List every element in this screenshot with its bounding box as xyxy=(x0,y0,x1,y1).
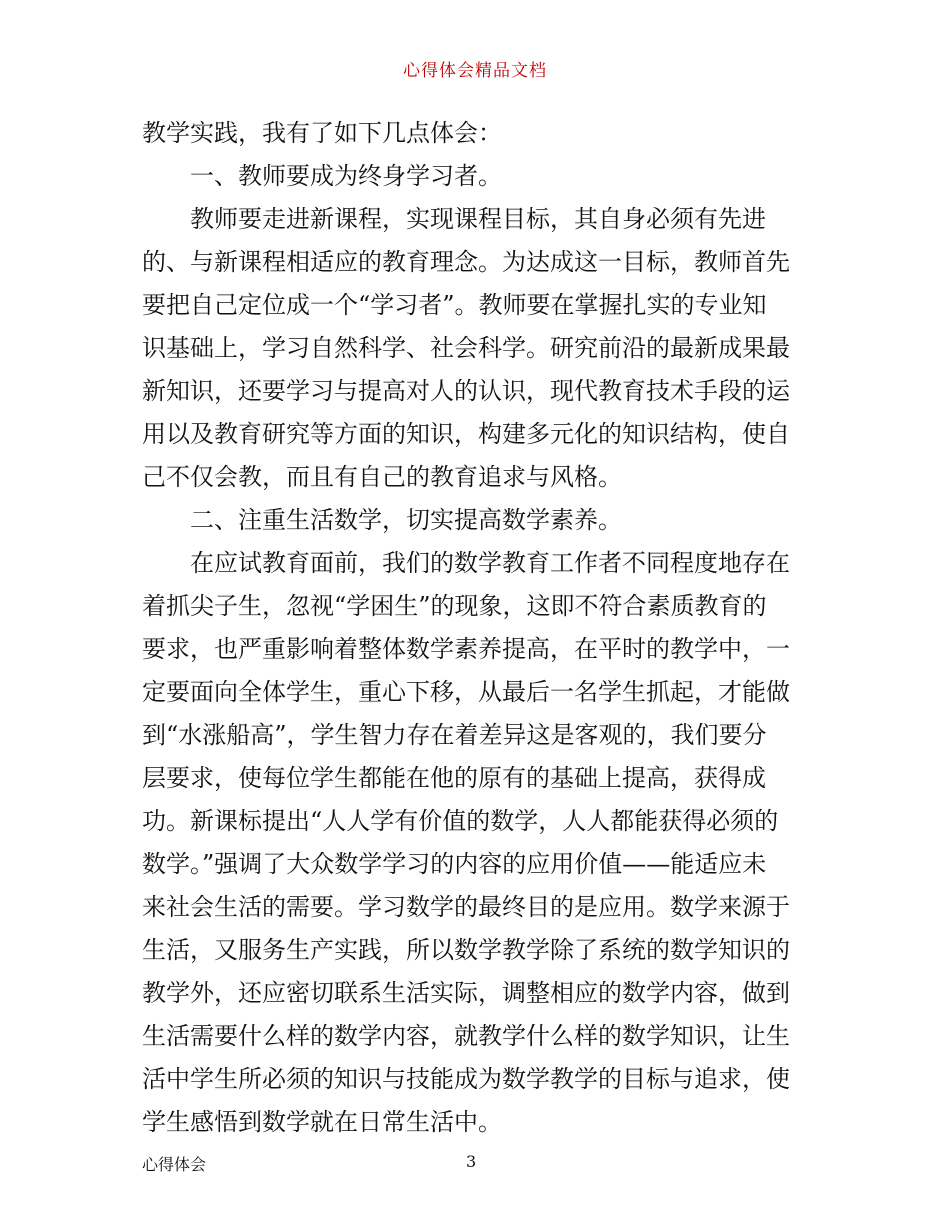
text-line: 学生感悟到数学就在日常生活中。 xyxy=(142,1108,502,1136)
text-line: 己不仅会教，而且有自己的教育追求与风格。 xyxy=(142,463,622,491)
text-line: 一、教师要成为终身学习者。 xyxy=(190,162,502,190)
text-line: 数学。”强调了大众数学学习的内容的应用价值——能适应未 xyxy=(142,850,767,878)
text-line: 着抓尖子生，忽视“学困生”的现象，这即不符合素质教育的 xyxy=(142,592,767,620)
document-body xyxy=(142,112,810,1144)
text-line: 活中学生所必须的知识与技能成为数学教学的目标与追求，使 xyxy=(142,1065,790,1093)
footer-label: 心得体会 xyxy=(142,1155,207,1174)
text-line: 要求，也严重影响着整体数学素养提高，在平时的教学中，一 xyxy=(142,635,790,663)
text-line: 教学外，还应密切联系生活实际，调整相应的数学内容，做到 xyxy=(142,979,790,1007)
text-line: 用以及教育研究等方面的知识，构建多元化的知识结构，使自 xyxy=(142,420,790,448)
text-line: 新知识，还要学习与提高对人的认识，现代教育技术手段的运 xyxy=(142,377,790,405)
text-line: 在应试教育面前，我们的数学教育工作者不同程度地存在 xyxy=(190,549,790,577)
page-number: 3 xyxy=(466,1152,477,1171)
text-line: 生活需要什么样的数学内容，就教学什么样的数学知识，让生 xyxy=(142,1022,790,1050)
text-line: 要把自己定位成一个“学习者”。教师要在掌握扎实的专业知 xyxy=(142,291,767,319)
text-line: 教师要走进新课程，实现课程目标，其自身必须有先进 xyxy=(190,205,766,233)
text-line: 生活，又服务生产实践，所以数学教学除了系统的数学知识的 xyxy=(142,936,790,964)
text-line: 来社会生活的需要。学习数学的最终目的是应用。数学来源于 xyxy=(142,893,790,921)
text-line: 识基础上，学习自然科学、社会科学。研究前沿的最新成果最 xyxy=(142,334,790,362)
text-line: 功。新课标提出“人人学有价值的数学，人人都能获得必须的 xyxy=(142,807,779,835)
text-line: 的、与新课程相适应的教育理念。为达成这一目标，教师首先 xyxy=(142,248,790,276)
page-header-title: 心得体会精品文档 xyxy=(403,61,547,81)
text-line: 到“水涨船高”，学生智力存在着差异这是客观的，我们要分 xyxy=(142,721,767,749)
text-line: 教学实践，我有了如下几点体会： xyxy=(142,119,502,147)
text-line: 二、注重生活数学，切实提高数学素养。 xyxy=(190,506,622,534)
text-line: 定要面向全体学生，重心下移，从最后一名学生抓起，才能做 xyxy=(142,678,790,706)
text-line: 层要求，使每位学生都能在他的原有的基础上提高，获得成 xyxy=(142,764,766,792)
